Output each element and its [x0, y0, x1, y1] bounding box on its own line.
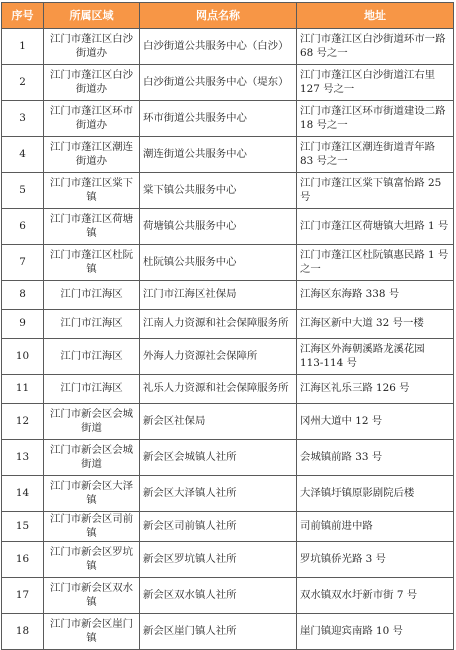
row-index: 12 [2, 404, 44, 440]
row-area: 江门市新会区司前镇 [44, 512, 140, 542]
row-index: 8 [2, 281, 44, 310]
row-address: 大泽镇圩镇原影剧院后楼 [297, 476, 454, 512]
row-address: 江门市蓬江区潮连街道青年路 83 号之一 [297, 137, 454, 173]
row-outlet-name: 新会区崖门镇人社所 [140, 614, 297, 650]
row-outlet-name: 江门市江海区社保局 [140, 281, 297, 310]
table-row [2, 29, 454, 65]
row-area: 江门市蓬江区棠下镇 [44, 173, 140, 209]
row-index: 15 [2, 512, 44, 542]
row-address: 江海区东海路 338 号 [297, 281, 454, 310]
row-outlet-name: 新会区大泽镇人社所 [140, 476, 297, 512]
row-outlet-name: 潮连街道公共服务中心 [140, 137, 297, 173]
row-address: 崖门镇迎宾南路 10 号 [297, 614, 454, 650]
header-area: 所属区域 [44, 3, 140, 29]
row-address: 司前镇前进中路 [297, 512, 454, 542]
row-address: 会城镇前路 33 号 [297, 440, 454, 476]
row-index: 7 [2, 245, 44, 281]
row-area: 江门市蓬江区荷塘镇 [44, 209, 140, 245]
table-row [2, 542, 454, 578]
row-area: 江门市新会区会城街道 [44, 404, 140, 440]
row-outlet-name: 礼乐人力资源和社会保障服务所 [140, 375, 297, 404]
table-row [2, 65, 454, 101]
row-index: 14 [2, 476, 44, 512]
header-outlet-name: 网点名称 [140, 3, 297, 29]
row-index: 13 [2, 440, 44, 476]
row-outlet-name: 新会区会城镇人社所 [140, 440, 297, 476]
row-outlet-name: 杜阮镇公共服务中心 [140, 245, 297, 281]
row-index: 9 [2, 310, 44, 339]
row-index: 3 [2, 101, 44, 137]
row-outlet-name: 新会区司前镇人社所 [140, 512, 297, 542]
header-address: 地址 [297, 3, 454, 29]
row-area: 江门市新会区会城街道 [44, 440, 140, 476]
row-index: 10 [2, 339, 44, 375]
row-area: 江门市江海区 [44, 310, 140, 339]
table-row [2, 173, 454, 209]
table-row [2, 310, 454, 339]
service-outlet-table [1, 2, 454, 650]
row-index: 2 [2, 65, 44, 101]
table-row [2, 404, 454, 440]
row-area: 江门市新会区双水镇 [44, 578, 140, 614]
table-row [2, 101, 454, 137]
row-outlet-name: 新会区罗坑镇人社所 [140, 542, 297, 578]
row-index: 11 [2, 375, 44, 404]
row-area: 江门市新会区崖门镇 [44, 614, 140, 650]
row-address: 江海区礼乐三路 126 号 [297, 375, 454, 404]
row-index: 6 [2, 209, 44, 245]
table-row [2, 245, 454, 281]
row-area: 江门市蓬江区潮连街道办 [44, 137, 140, 173]
row-outlet-name: 棠下镇公共服务中心 [140, 173, 297, 209]
row-outlet-name: 白沙街道公共服务中心（白沙） [140, 29, 297, 65]
row-address: 江海区新中大道 32 号一楼 [297, 310, 454, 339]
row-address: 双水镇双水圩新市街 7 号 [297, 578, 454, 614]
table-row [2, 339, 454, 375]
row-index: 5 [2, 173, 44, 209]
row-address: 江门市蓬江区杜阮镇惠民路 1 号之一 [297, 245, 454, 281]
row-address: 江门市蓬江区棠下镇富怡路 25 号 [297, 173, 454, 209]
row-address: 江海区外海朝溪路龙溪花园 113-114 号 [297, 339, 454, 375]
row-outlet-name: 荷塘镇公共服务中心 [140, 209, 297, 245]
table-row [2, 375, 454, 404]
table-row [2, 476, 454, 512]
table-row [2, 578, 454, 614]
row-area: 江门市江海区 [44, 281, 140, 310]
row-address: 江门市蓬江区白沙街道环市一路 68 号之一 [297, 29, 454, 65]
row-area: 江门市新会区罗坑镇 [44, 542, 140, 578]
row-area: 江门市蓬江区白沙街道办 [44, 29, 140, 65]
row-address: 江门市蓬江区白沙街道江右里 127 号之一 [297, 65, 454, 101]
row-index: 4 [2, 137, 44, 173]
row-area: 江门市蓬江区杜阮镇 [44, 245, 140, 281]
row-index: 16 [2, 542, 44, 578]
row-outlet-name: 江南人力资源和社会保障服务所 [140, 310, 297, 339]
row-area: 江门市江海区 [44, 339, 140, 375]
table-row [2, 137, 454, 173]
row-area: 江门市新会区大泽镇 [44, 476, 140, 512]
row-outlet-name: 新会区双水镇人社所 [140, 578, 297, 614]
row-outlet-name: 环市街道公共服务中心 [140, 101, 297, 137]
row-address: 江门市蓬江区荷塘镇大坦路 1 号 [297, 209, 454, 245]
row-outlet-name: 白沙街道公共服务中心（堤东） [140, 65, 297, 101]
table-header-row [2, 3, 454, 29]
row-outlet-name: 外海人力资源社会保障所 [140, 339, 297, 375]
row-area: 江门市江海区 [44, 375, 140, 404]
row-index: 1 [2, 29, 44, 65]
row-index: 17 [2, 578, 44, 614]
row-outlet-name: 新会区社保局 [140, 404, 297, 440]
table-row [2, 281, 454, 310]
table-row [2, 440, 454, 476]
row-address: 冈州大道中 12 号 [297, 404, 454, 440]
table-row [2, 512, 454, 542]
table-row [2, 209, 454, 245]
header-index: 序号 [2, 3, 44, 29]
row-area: 江门市蓬江区白沙街道办 [44, 65, 140, 101]
row-index: 18 [2, 614, 44, 650]
row-address: 江门市蓬江区环市街道建设二路 18 号之一 [297, 101, 454, 137]
table-row [2, 614, 454, 650]
row-address: 罗坑镇侨光路 3 号 [297, 542, 454, 578]
row-area: 江门市蓬江区环市街道办 [44, 101, 140, 137]
